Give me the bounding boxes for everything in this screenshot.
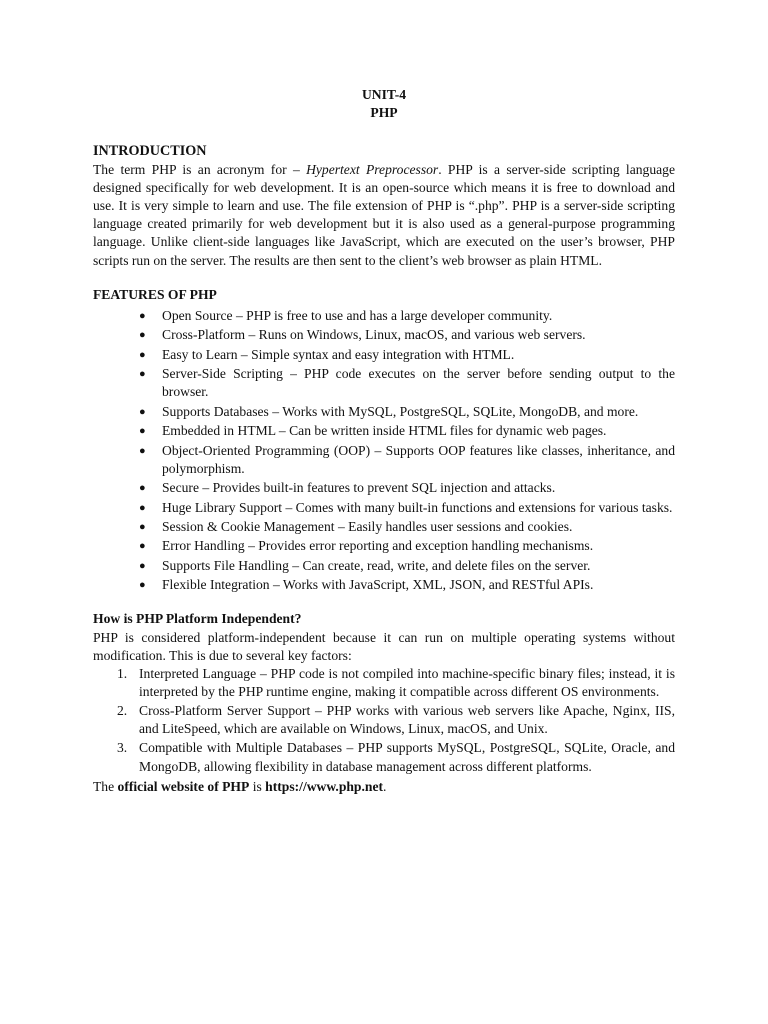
feature-text: Object-Oriented Programming (OOP) – Supports OOP features like classes, inheritance, and polymorphism.: [162, 442, 675, 476]
platform-independence-heading: How is PHP Platform Independent?: [93, 611, 302, 627]
bullet-icon: ●: [139, 348, 146, 361]
feature-item: [139, 326, 675, 344]
feature-item: [139, 499, 675, 517]
feature-text: Server-Side Scripting – PHP code executes on the server before sending output to the browser.: [162, 366, 675, 400]
unit-title: UNIT-4: [361, 87, 407, 102]
feature-item: [139, 422, 675, 440]
bullet-icon: ●: [139, 520, 146, 533]
item-number: 1.: [117, 665, 128, 681]
bullet-icon: ●: [139, 579, 146, 592]
features-heading: FEATURES OF PHP: [93, 286, 217, 302]
item-text: Cross-Platform Server Support – PHP works with various web servers like Apache, Nginx, IIS, and LiteSpeed, which are available on Windows, Linux, macOS, and Unix.: [139, 703, 675, 737]
closing-suffix: .: [383, 778, 387, 794]
subject-title: PHP: [370, 105, 398, 121]
closing-prefix: The: [93, 778, 118, 794]
numbered-item: [117, 702, 675, 738]
closing-middle: is: [249, 778, 266, 794]
feature-text: Session & Cookie Management – Easily handles user sessions and cookies.: [162, 518, 573, 534]
feature-text: Easy to Learn – Simple syntax and easy integration with HTML.: [162, 346, 515, 362]
feature-text: Open Source – PHP is free to use and has a large developer community.: [162, 308, 553, 324]
item-text: Compatible with Multiple Databases – PHP supports MySQL, PostgreSQL, SQLite, Oracle, and MongoDB, allowing flexibility in database management across different platforms.: [139, 740, 675, 774]
item-text: Interpreted Language – PHP code is not compiled into machine-specific binary files; instead, it is interpreted by the PHP runtime engine, making it compatible across different OS environments.: [139, 665, 675, 700]
closing-bold-phrase: official website of PHP: [117, 778, 250, 794]
feature-text: Flexible Integration – Works with JavaScript, XML, JSON, and RESTful APIs.: [162, 577, 594, 593]
feature-text: Embedded in HTML – Can be written inside HTML files for dynamic web pages.: [162, 423, 607, 439]
bullet-icon: ●: [139, 310, 146, 323]
feature-text: Error Handling – Provides error reporting and exception handling mechanisms.: [162, 538, 594, 554]
bullet-icon: ●: [139, 329, 146, 342]
php-website-link[interactable]: https://www.php.net: [265, 778, 384, 794]
intro-text-after: . PHP is a server-side scripting language designed specifically for web development. It is an open-source which means it is free to download and use. It is very simple to learn and use. The file extension of PHP is “.php”. PHP is a server-side scripting language created primarily for web development but it is also used as a general-purpose programming language. Unlike client-side languages like JavaScript, which are executed on the user’s browser, PHP scripts run on the server. The results are then sent to the client’s web browser as plain HTML.: [93, 161, 675, 268]
feature-text: Cross-Platform – Runs on Windows, Linux, macOS, and various web servers.: [162, 327, 586, 343]
acronym-expansion: Hypertext Preprocessor: [306, 161, 439, 177]
feature-text: Supports Databases – Works with MySQL, PostgreSQL, SQLite, MongoDB, and more.: [162, 403, 639, 419]
feature-text: Secure – Provides built-in features to prevent SQL injection and attacks.: [162, 480, 556, 496]
feature-item: [139, 365, 675, 401]
feature-item: [139, 518, 675, 536]
intro-text-before: The term PHP is an acronym for –: [93, 161, 307, 177]
feature-item: [139, 537, 675, 555]
feature-item: [139, 576, 675, 594]
feature-item: [139, 307, 675, 325]
closing-sentence: [93, 778, 675, 796]
item-number: 2.: [117, 703, 128, 719]
introduction-paragraph: [93, 161, 675, 270]
numbered-item: [117, 739, 675, 775]
feature-item: [139, 346, 675, 364]
introduction-heading: INTRODUCTION: [93, 143, 207, 160]
feature-item: [139, 557, 675, 575]
bullet-icon: ●: [139, 368, 146, 381]
features-list: [93, 307, 675, 594]
feature-item: [139, 479, 675, 497]
bullet-icon: ●: [139, 425, 146, 438]
bullet-icon: ●: [139, 540, 146, 553]
bullet-icon: ●: [139, 559, 146, 572]
feature-text: Supports File Handling – Can create, read, write, and delete files on the server.: [162, 557, 591, 573]
bullet-icon: ●: [139, 482, 146, 495]
bullet-icon: ●: [139, 501, 146, 514]
bullet-icon: ●: [139, 444, 146, 457]
document-page: [93, 86, 675, 796]
feature-text: Huge Library Support – Comes with many built-in functions and extensions for various tasks.: [162, 499, 673, 515]
bullet-icon: ●: [139, 405, 146, 418]
item-number: 3.: [117, 740, 128, 756]
feature-item: [139, 442, 675, 478]
platform-independence-intro: PHP is considered platform-independent because it can run on multiple operating systems without modification. This is due to several key factors:: [93, 629, 675, 663]
platform-independence-list: [93, 665, 675, 776]
feature-item: [139, 403, 675, 421]
numbered-item: [117, 665, 675, 701]
